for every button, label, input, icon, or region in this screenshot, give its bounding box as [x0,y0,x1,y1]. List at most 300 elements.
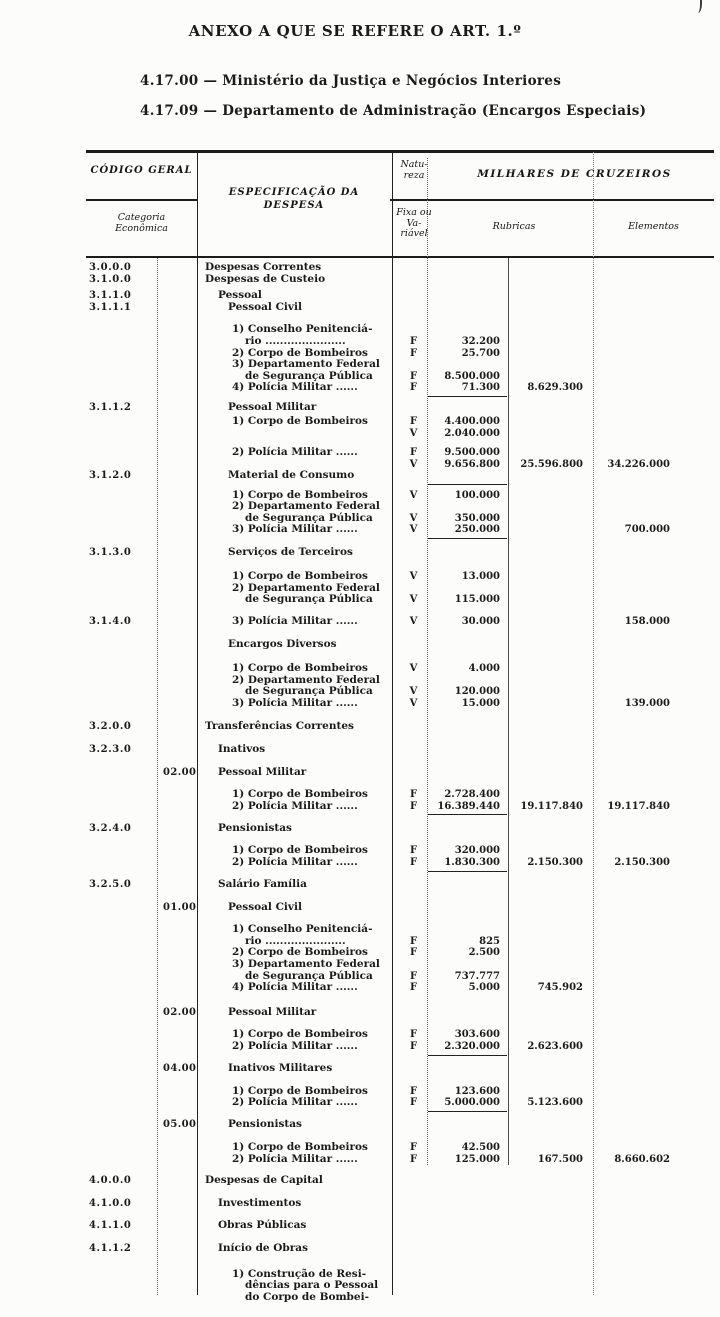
nature-cell [392,767,435,779]
elemento-cell [593,428,714,440]
elemento-cell [593,823,714,835]
subcode-cell [157,1097,197,1109]
rubrica-cell [508,1292,593,1304]
table-row [86,947,714,959]
header-divider-codigo [86,199,197,201]
subcode-cell [157,1280,197,1292]
amount-cell [435,470,508,482]
table-row [86,823,714,835]
code-cell [86,982,157,994]
table-row [86,801,714,813]
code-cell [86,583,157,595]
spec-cell: 2) Polícia Militar ...... [232,446,358,459]
code-cell [86,698,157,710]
spec-cell: 3) Departamento Federal [232,958,380,971]
spec-cell: Pessoal Civil [228,900,302,913]
elemento-cell [593,879,714,891]
nature-cell [392,744,435,756]
subcode-cell [157,936,197,948]
nature-cell: F [409,1085,418,1097]
amount-cell: 125.000 [454,1153,500,1165]
code-cell: 3.2.0.0 [89,721,132,733]
code-cell: 3.1.1.1 [89,301,132,313]
subcode-cell [157,428,197,440]
rubrica-cell [508,789,593,801]
subcode-cell [157,571,197,583]
elemento-cell [593,1175,714,1187]
subcode-cell [157,639,197,651]
table-row [86,547,714,559]
nature-cell [392,583,435,595]
code-cell: 4.0.0.0 [89,1175,132,1187]
spec-cell: 2) Polícia Militar ...... [232,855,358,868]
elemento-cell [593,902,714,914]
rubrica-cell [508,1007,593,1019]
nature-cell [392,262,435,274]
code-cell [86,1280,157,1292]
header-milhares-de-cruzeiros: MILHARES DE CRUZEIROS [477,168,672,180]
table-row [86,290,714,302]
rubrica-cell [508,698,593,710]
subcode-cell: 05.00 [163,1119,197,1131]
spec-cell: 1) Construção de Resi- [232,1267,367,1280]
table-row [86,1154,714,1166]
amount-cell [435,767,508,779]
code-cell [86,971,157,983]
amount-cell: 25.700 [461,347,500,359]
spec-cell: 1) Corpo de Bombeiros [232,1028,368,1041]
elemento-cell [593,789,714,801]
rubrica-cell: 2.150.300 [527,856,583,868]
header-categoria-economica: Categoria Econômica [115,212,168,234]
subcode-cell [157,513,197,525]
code-cell [86,801,157,813]
spec-cell: 1) Corpo de Bombeiros [232,1084,368,1097]
table-row [86,1007,714,1019]
elemento-cell [593,767,714,779]
nature-cell: V [409,427,418,439]
amount-cell: 825 [479,935,500,947]
elemento-cell [593,359,714,371]
nature-cell: F [409,970,418,982]
header-elementos: Elementos [628,221,679,232]
elemento-cell [593,571,714,583]
rubrica-cell [508,686,593,698]
spec-cell: Despesas de Capital [205,1174,323,1187]
nature-cell [392,1119,435,1131]
rubrica-cell [508,675,593,687]
amount-cell: 2.040.000 [444,427,500,439]
nature-cell: F [409,789,418,801]
code-cell [86,1142,157,1154]
subcode-cell [157,971,197,983]
amount-cell: 2.728.400 [444,789,500,801]
rubrica-cell [508,524,593,536]
rubrica-cell [508,583,593,595]
amount-cell [435,1119,508,1131]
subcode-cell [157,982,197,994]
amount-cell: 5.000.000 [444,1097,500,1109]
elemento-cell: 2.150.300 [614,856,670,868]
amount-cell: 16.389.440 [437,800,500,812]
code-cell: 3.1.0.0 [89,273,132,285]
spec-cell: Despesas Correntes [205,261,322,273]
table-row [86,675,714,687]
elemento-cell [593,547,714,559]
table-row [86,616,714,628]
code-cell [86,1097,157,1109]
amount-cell [435,290,508,302]
amount-cell [435,902,508,914]
elemento-cell: 19.117.840 [607,800,670,812]
elemento-cell [593,348,714,360]
spec-cell [197,428,392,440]
nature-cell: F [409,982,418,994]
nature-cell: F [409,382,418,394]
rubrica-cell [508,1119,593,1131]
code-cell: 3.1.1.2 [89,402,132,414]
subcode-cell [157,524,197,536]
nature-cell [392,359,435,371]
elemento-cell [593,501,714,513]
elemento-cell [593,302,714,314]
amount-cell: 303.600 [454,1029,500,1041]
table-row [86,1220,714,1232]
code-cell: 3.1.3.0 [89,547,132,559]
subcode-cell [157,359,197,371]
header-bottom-border [86,256,714,258]
elemento-cell [593,371,714,383]
table-row [86,302,714,314]
rubrica-cell [508,1269,593,1281]
elemento-cell [593,1086,714,1098]
amount-cell [435,1269,508,1281]
subcode-cell [157,744,197,756]
spec-cell: de Segurança Pública [245,593,373,606]
elemento-cell [593,744,714,756]
header-natureza: Natu- reza [400,159,428,181]
rubrica-cell [508,767,593,779]
nature-cell [392,1198,435,1210]
rubrica-cell [508,547,593,559]
code-cell [86,1269,157,1281]
elemento-cell [593,416,714,428]
table-row [86,663,714,675]
subcode-cell [157,371,197,383]
code-cell [86,324,157,336]
subcode-cell [157,879,197,891]
table-row [86,274,714,286]
code-cell [86,513,157,525]
header-rubricas: Rubricas [492,221,536,232]
code-cell [86,902,157,914]
rubrica-cell [508,1029,593,1041]
nature-cell [392,639,435,651]
amount-cell [435,501,508,513]
rubrica-cell [508,1243,593,1255]
code-cell: 3.2.5.0 [89,879,132,891]
spec-cell: 4) Polícia Militar ...... [232,381,358,394]
amount-cell [435,1292,508,1304]
spec-cell: Material de Consumo [228,469,355,482]
amount-cell [435,324,508,336]
nature-cell [392,547,435,559]
table-row [86,639,714,651]
amount-cell [435,1063,508,1075]
elemento-cell: 8.660.602 [614,1153,670,1165]
elemento-cell [593,1280,714,1292]
rubrica-cell [508,402,593,414]
code-cell [86,936,157,948]
code-cell: 4.1.0.0 [89,1197,132,1209]
spec-cell: Início de Obras [218,1241,308,1254]
spec-cell: Pessoal Civil [228,300,302,313]
code-cell [86,663,157,675]
amount-group-rule [428,814,507,815]
code-cell [86,490,157,502]
nature-cell: F [409,800,418,812]
rubrica-cell [508,959,593,971]
amount-cell [435,274,508,286]
elemento-cell [593,982,714,994]
amount-cell: 120.000 [454,686,500,698]
nature-cell [392,1063,435,1075]
code-cell: 3.0.0.0 [89,262,132,273]
code-cell [86,1154,157,1166]
spec-cell: de Segurança Pública [245,511,373,524]
code-cell [86,924,157,936]
code-cell [86,767,157,779]
subcode-cell [157,547,197,559]
rubrica-cell [508,290,593,302]
elemento-cell [593,639,714,651]
spec-cell: 2) Departamento Federal [232,581,380,594]
table-row [86,971,714,983]
amount-group-rule [428,538,507,539]
amount-cell [435,359,508,371]
code-cell [86,857,157,869]
table-row [86,490,714,502]
spec-cell: 2) Polícia Militar ...... [232,1096,358,1109]
header-especificacao: ESPECIFICAÇÃO DA DESPESA [228,187,360,211]
rubrica-cell [508,1198,593,1210]
spec-cell: 1) Conselho Penitenciá- [232,323,373,336]
elemento-cell [593,290,714,302]
code-cell [86,789,157,801]
nature-cell: F [409,416,418,428]
subcode-cell: 02.00 [163,766,197,778]
table-row [86,1198,714,1210]
amount-cell [435,879,508,891]
rubrica-cell: 5.123.600 [527,1097,583,1109]
nature-cell: V [409,686,418,698]
subcode-cell [157,262,197,274]
elemento-cell [593,1142,714,1154]
header-fixa-ou-variavel: Fixa ou Va- riável [396,207,432,239]
rubrica-cell: 19.117.840 [520,800,583,812]
subcode-cell [157,324,197,336]
table-row [86,524,714,536]
code-cell [86,501,157,513]
rubrica-cell [508,359,593,371]
subcode-cell [157,857,197,869]
rubrica-cell [508,1086,593,1098]
elemento-cell [593,686,714,698]
table-row [86,1280,714,1292]
amount-cell: 320.000 [454,845,500,857]
spec-cell: 2) Polícia Militar ...... [232,1040,358,1052]
table-row [86,744,714,756]
elemento-cell [593,947,714,959]
table-row [86,924,714,936]
spec-cell: de Segurança Pública [245,685,373,698]
spec-cell: 1) Corpo de Bombeiros [232,788,368,801]
rubrica-cell [508,371,593,383]
nature-cell: V [409,697,418,709]
elemento-cell [593,721,714,733]
rubrica-cell [508,594,593,606]
nature-cell: F [409,845,418,857]
code-cell [86,1041,157,1053]
rubrica-cell [508,879,593,891]
amount-cell: 100.000 [454,489,500,501]
nature-cell [392,501,435,513]
table-row [86,1119,714,1131]
subcode-cell [157,947,197,959]
code-cell [86,459,157,471]
subcode-cell [157,1198,197,1210]
nature-cell: V [409,615,418,627]
rubrica-cell [508,947,593,959]
table-row [86,470,714,482]
rubrica-cell: 745.902 [537,982,583,994]
nature-cell [392,1280,435,1292]
amount-cell: 71.300 [461,382,500,394]
rubrica-cell [508,924,593,936]
page-title: ANEXO A QUE SE REFERE O ART. 1.º [188,22,522,40]
amount-cell [435,959,508,971]
elemento-cell [593,845,714,857]
spec-cell: rio ...................... [245,934,346,947]
table-row [86,982,714,994]
amount-cell [435,547,508,559]
subcode-cell [157,470,197,482]
spec-cell: Encargos Diversos [228,638,337,651]
rubrica-cell [508,447,593,459]
elemento-cell [593,470,714,482]
elemento-cell [593,1007,714,1019]
header-divider-milhares [390,199,714,201]
subcode-cell: 02.00 [163,1006,197,1018]
nature-cell: V [409,570,418,582]
subcode-cell [157,447,197,459]
subcode-cell [157,721,197,733]
amount-cell [435,1007,508,1019]
amount-group-rule [428,396,507,397]
table-row [86,1292,714,1304]
spec-cell: 3) Polícia Militar ...... [232,696,358,709]
spec-cell: 2) Corpo de Bombeiros [232,946,368,959]
amount-cell: 350.000 [454,512,500,524]
table-row [86,336,714,348]
nature-cell: F [409,1153,418,1165]
elemento-cell [593,262,714,274]
spec-cell: dências para o Pessoal [245,1279,379,1292]
subcode-cell [157,594,197,606]
table-row [86,879,714,891]
rubrica-cell [508,721,593,733]
rubrica-cell [508,971,593,983]
subcode-cell [157,616,197,628]
elemento-cell [593,1220,714,1232]
subcode-cell [157,1220,197,1232]
rubrica-cell: 2.623.600 [527,1041,583,1052]
rubrica-cell [508,501,593,513]
nature-cell [392,959,435,971]
nature-cell [392,1175,435,1187]
nature-cell [392,879,435,891]
rubrica-cell [508,936,593,948]
table-row [86,698,714,710]
subcode-cell [157,1086,197,1098]
spec-cell: Despesas de Custeio [205,272,326,285]
table-row [86,324,714,336]
nature-cell [392,302,435,314]
elemento-cell [593,382,714,394]
amount-group-rule [428,871,507,872]
code-cell [86,371,157,383]
elemento-cell [593,959,714,971]
table-row [86,721,714,733]
table-row [86,459,714,471]
elemento-cell [593,583,714,595]
amount-cell: 30.000 [461,615,500,627]
table-row [86,857,714,869]
table-row [86,371,714,383]
subcode-cell [157,845,197,857]
rubrica-cell [508,490,593,502]
spec-cell: Pensionistas [228,1118,302,1131]
rubrica-cell [508,902,593,914]
elemento-cell [593,1041,714,1053]
rubrica-cell [508,262,593,274]
table-row [86,845,714,857]
amount-cell [435,721,508,733]
elemento-cell [593,1029,714,1041]
nature-cell: V [409,489,418,501]
subcode-cell [157,823,197,835]
amount-cell: 1.830.300 [444,856,500,868]
nature-cell: F [409,1041,418,1052]
subcode-cell [157,302,197,314]
elemento-cell [593,1269,714,1281]
table-rows [86,262,714,1303]
elemento-cell [593,447,714,459]
nature-cell: F [409,947,418,959]
elemento-cell [593,402,714,414]
spec-cell: Inativos [218,742,266,755]
table-row [86,767,714,779]
amount-cell: 737.777 [454,970,500,982]
amount-cell [435,1280,508,1292]
nature-cell [392,1243,435,1255]
table-row [86,262,714,274]
spec-cell: de Segurança Pública [245,369,373,382]
subcode-cell: 01.00 [163,901,197,913]
subcode-cell [157,274,197,286]
elemento-cell [593,490,714,502]
table-row [86,513,714,525]
